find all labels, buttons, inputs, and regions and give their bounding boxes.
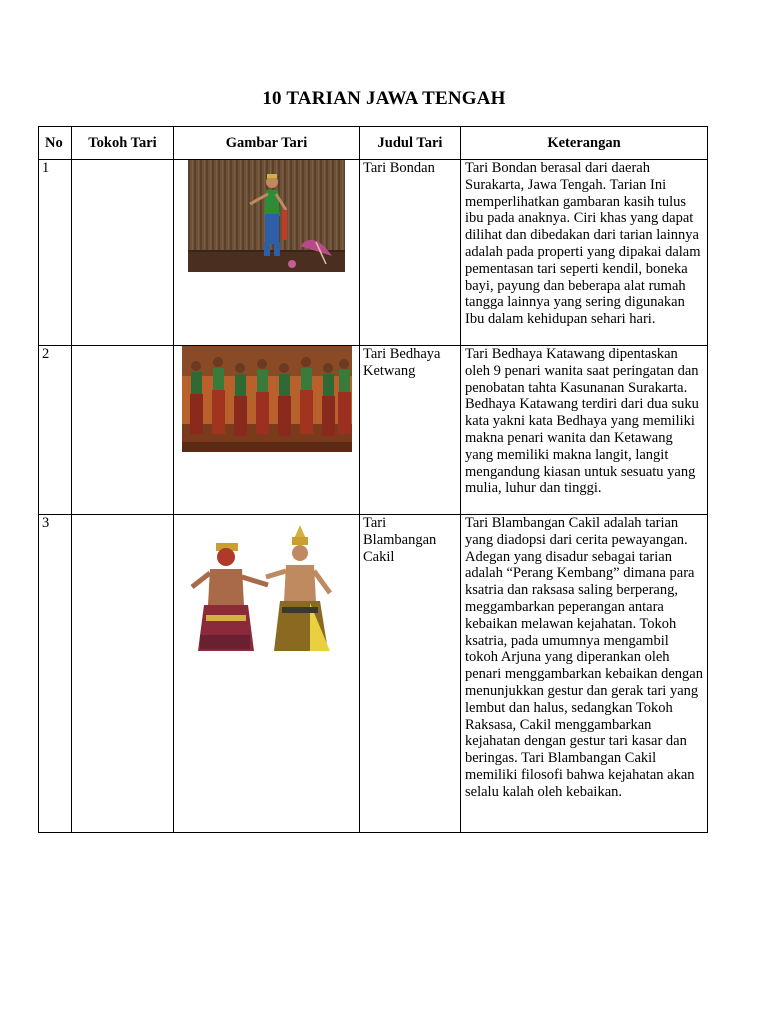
row-image-cell xyxy=(174,346,360,515)
table-header-row xyxy=(39,127,708,160)
row-number: 1 xyxy=(39,160,72,346)
row-keterangan: Tari Bondan berasal dari daerah Surakarta, Jawa Tengah. Tarian Ini memperlihatkan gambaran kasih tulus ibu pada anaknya. Ciri khas yang dapat dilihat dan dibedakan dari tarian lainnya adalah pada properti yang dipakai dalam pementasan tari seperti kendil, boneka bayi, payung dan beberapa alat rumah tangga lainnya yang sering digunakan Ibu dalam kehidupan sehari hari. xyxy=(461,160,708,346)
row-tokoh xyxy=(72,346,174,515)
row-number: 2 xyxy=(39,346,72,515)
row-judul: Tari Bondan xyxy=(360,160,461,346)
photo-tari-bedhaya-ketawang xyxy=(182,346,352,452)
row-judul: Tari Bedhaya Ketwang xyxy=(360,346,461,515)
header-keterangan: Keterangan xyxy=(461,127,708,160)
header-judul-tari: Judul Tari xyxy=(360,127,461,160)
document-title: 10 TARIAN JAWA TENGAH xyxy=(262,88,506,109)
dance-table xyxy=(38,126,708,833)
header-no: No xyxy=(39,127,72,160)
row-number: 3 xyxy=(39,515,72,833)
header-gambar-tari: Gambar Tari xyxy=(174,127,360,160)
row-keterangan: Tari Bedhaya Katawang dipentaskan oleh 9 penari wanita saat peringatan dan penobatan tahta Kasunanan Surakarta. Bedhaya Katawang terdiri dari dua suku kata yakni kata Bedhaya yang memiliki makna penari wanita dan Ketawang yang memiliki makna langit, langit mengandung kiasan untuk sesuatu yang mulia, luhur dan tinggi. xyxy=(461,346,708,515)
row-keterangan: Tari Blambangan Cakil adalah tarian yang diadopsi dari cerita pewayangan. Adegan yang disadur sebagai tarian adalah “Perang Kembang” dimana para ksatria dan raksasa saling berperang, meggambarkan peperangan antara kebaikan melawan kejahatan. Tokoh ksatria, pada umumnya mengambil tokoh Arjuna yang diperankan oleh penari menggambarkan kebaikan dengan menunjukkan gestur dan gerak tari yang lembut dan halus, sedangkan Tokoh Raksasa, Cakil menggambarkan kejahatan dengan gestur tari kasar dan beringas. Tari Blambangan Cakil memiliki filosofi bahwa kejahatan akan selalu kalah oleh kebaikan. xyxy=(461,515,708,833)
photo-tari-blambangan-cakil xyxy=(180,515,354,655)
table-row xyxy=(39,515,708,833)
header-tokoh-tari: Tokoh Tari xyxy=(72,127,174,160)
row-image-cell xyxy=(174,515,360,833)
table-row xyxy=(39,160,708,346)
table-row xyxy=(39,346,708,515)
row-judul: Tari Blambangan Cakil xyxy=(360,515,461,833)
row-image-cell xyxy=(174,160,360,346)
row-tokoh xyxy=(72,160,174,346)
row-tokoh xyxy=(72,515,174,833)
photo-tari-bondan xyxy=(188,160,345,272)
